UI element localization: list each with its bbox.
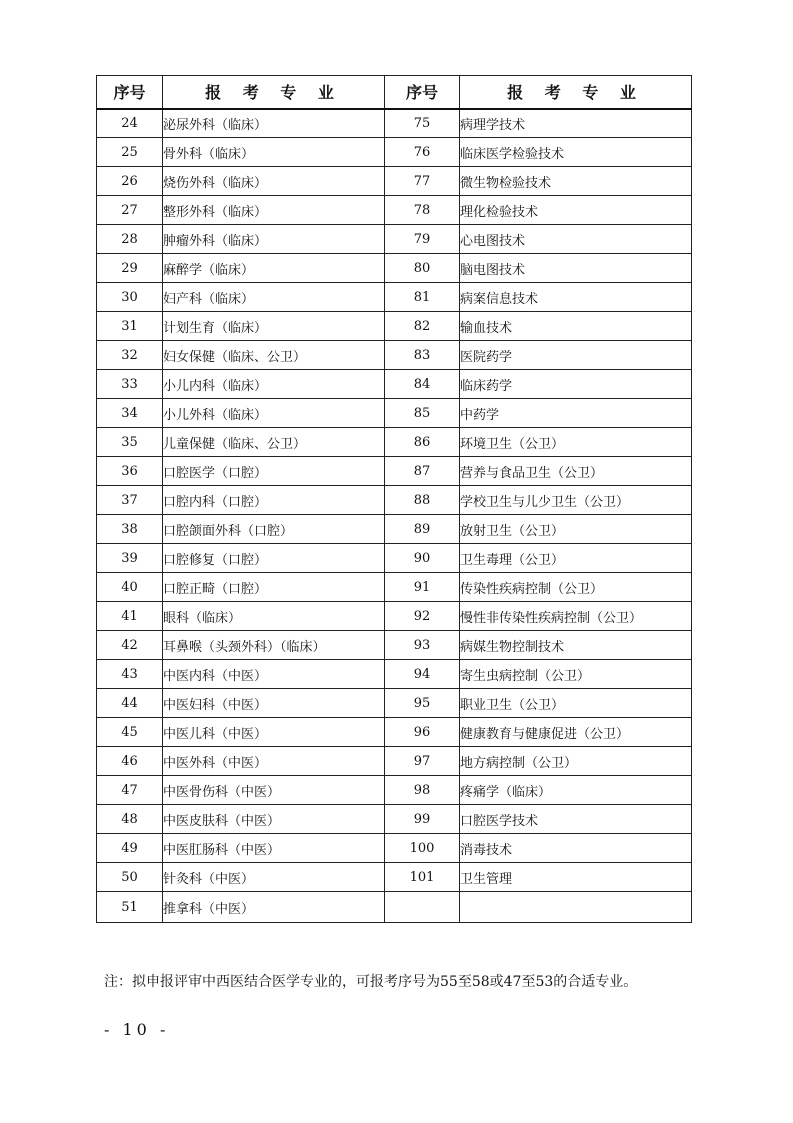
table-row: [97, 573, 692, 602]
major-name-cell: 中医外科（中医）: [163, 747, 385, 776]
major-name-cell: 地方病控制（公卫）: [460, 747, 692, 776]
serial-number-cell: 79: [385, 225, 460, 254]
table-row: [97, 718, 692, 747]
table-body: [97, 109, 692, 923]
serial-number-cell: 26: [97, 167, 163, 196]
major-name-cell: 脑电图技术: [460, 254, 692, 283]
serial-number-cell: 34: [97, 399, 163, 428]
major-name-cell: 麻醉学（临床）: [163, 254, 385, 283]
table-row: [97, 805, 692, 834]
serial-number-cell: 88: [385, 486, 460, 515]
major-name-cell: 计划生育（临床）: [163, 312, 385, 341]
major-name-cell: 中医皮肤科（中医）: [163, 805, 385, 834]
table-row: [97, 660, 692, 689]
table-row: [97, 863, 692, 892]
serial-number-cell: 90: [385, 544, 460, 573]
major-name-cell: 肿瘤外科（临床）: [163, 225, 385, 254]
table-row: [97, 428, 692, 457]
major-name-cell: 口腔颌面外科（口腔）: [163, 515, 385, 544]
serial-number-cell: 43: [97, 660, 163, 689]
major-name-cell: 临床药学: [460, 370, 692, 399]
serial-number-cell: 100: [385, 834, 460, 863]
serial-number-cell: 97: [385, 747, 460, 776]
major-name-cell: 中医妇科（中医）: [163, 689, 385, 718]
major-name-cell: [460, 892, 692, 923]
serial-number-cell: 35: [97, 428, 163, 457]
major-name-cell: 整形外科（临床）: [163, 196, 385, 225]
major-name-cell: 泌尿外科（临床）: [163, 109, 385, 138]
table-row: [97, 138, 692, 167]
serial-number-cell: 29: [97, 254, 163, 283]
serial-number-cell: 24: [97, 109, 163, 138]
serial-number-cell: 94: [385, 660, 460, 689]
major-name-cell: 口腔医学技术: [460, 805, 692, 834]
table-row: [97, 283, 692, 312]
table-row: [97, 689, 692, 718]
table-row: [97, 109, 692, 138]
major-name-cell: 卫生毒理（公卫）: [460, 544, 692, 573]
serial-number-cell: 48: [97, 805, 163, 834]
serial-number-cell: 45: [97, 718, 163, 747]
major-name-cell: 慢性非传染性疾病控制（公卫）: [460, 602, 692, 631]
table-row: [97, 225, 692, 254]
serial-number-cell: 96: [385, 718, 460, 747]
serial-number-cell: 77: [385, 167, 460, 196]
header-major-right: 报 考 专 业: [460, 76, 692, 109]
serial-number-cell: 47: [97, 776, 163, 805]
major-name-cell: 心电图技术: [460, 225, 692, 254]
table-row: [97, 834, 692, 863]
serial-number-cell: 86: [385, 428, 460, 457]
serial-number-cell: 44: [97, 689, 163, 718]
major-name-cell: 小儿外科（临床）: [163, 399, 385, 428]
serial-number-cell: 49: [97, 834, 163, 863]
major-name-cell: 中药学: [460, 399, 692, 428]
major-name-cell: 病案信息技术: [460, 283, 692, 312]
serial-number-cell: 92: [385, 602, 460, 631]
major-name-cell: 病媒生物控制技术: [460, 631, 692, 660]
header-major-left: 报 考 专 业: [163, 76, 385, 109]
major-name-cell: 中医骨伤科（中医）: [163, 776, 385, 805]
table-row: [97, 399, 692, 428]
serial-number-cell: 33: [97, 370, 163, 399]
major-name-cell: 中医儿科（中医）: [163, 718, 385, 747]
major-name-cell: 传染性疾病控制（公卫）: [460, 573, 692, 602]
footnote: 注：拟申报评审中西医结合医学专业的，可报考序号为55至58或47至53的合适专业。: [104, 974, 638, 990]
serial-number-cell: 82: [385, 312, 460, 341]
major-name-cell: 小儿内科（临床）: [163, 370, 385, 399]
table-row: [97, 254, 692, 283]
serial-number-cell: 85: [385, 399, 460, 428]
major-name-cell: 学校卫生与儿少卫生（公卫）: [460, 486, 692, 515]
table-row: [97, 515, 692, 544]
serial-number-cell: 89: [385, 515, 460, 544]
serial-number-cell: 50: [97, 863, 163, 892]
major-name-cell: 医院药学: [460, 341, 692, 370]
serial-number-cell: 80: [385, 254, 460, 283]
serial-number-cell: 75: [385, 109, 460, 138]
major-name-cell: 妇产科（临床）: [163, 283, 385, 312]
major-name-cell: 理化检验技术: [460, 196, 692, 225]
serial-number-cell: 95: [385, 689, 460, 718]
serial-number-cell: 31: [97, 312, 163, 341]
table-row: [97, 196, 692, 225]
table-row: [97, 486, 692, 515]
major-name-cell: 环境卫生（公卫）: [460, 428, 692, 457]
serial-number-cell: 32: [97, 341, 163, 370]
major-name-cell: 推拿科（中医）: [163, 892, 385, 923]
table-row: [97, 312, 692, 341]
serial-number-cell: 42: [97, 631, 163, 660]
major-name-cell: 烧伤外科（临床）: [163, 167, 385, 196]
serial-number-cell: 37: [97, 486, 163, 515]
major-name-cell: 耳鼻喉（头颈外科）（临床）: [163, 631, 385, 660]
major-name-cell: 职业卫生（公卫）: [460, 689, 692, 718]
serial-number-cell: 84: [385, 370, 460, 399]
serial-number-cell: 36: [97, 457, 163, 486]
major-name-cell: 放射卫生（公卫）: [460, 515, 692, 544]
table-row: [97, 544, 692, 573]
serial-number-cell: 38: [97, 515, 163, 544]
major-name-cell: 中医肛肠科（中医）: [163, 834, 385, 863]
serial-number-cell: 28: [97, 225, 163, 254]
table-row: [97, 747, 692, 776]
major-name-cell: 营养与食品卫生（公卫）: [460, 457, 692, 486]
table-row: [97, 370, 692, 399]
major-name-cell: 寄生虫病控制（公卫）: [460, 660, 692, 689]
serial-number-cell: 46: [97, 747, 163, 776]
serial-number-cell: 40: [97, 573, 163, 602]
header-number-right: 序号: [385, 76, 460, 109]
major-name-cell: 卫生管理: [460, 863, 692, 892]
serial-number-cell: 41: [97, 602, 163, 631]
major-name-cell: 眼科（临床）: [163, 602, 385, 631]
major-name-cell: 针灸科（中医）: [163, 863, 385, 892]
serial-number-cell: 98: [385, 776, 460, 805]
major-name-cell: 健康教育与健康促进（公卫）: [460, 718, 692, 747]
major-name-cell: 儿童保健（临床、公卫）: [163, 428, 385, 457]
major-name-cell: 病理学技术: [460, 109, 692, 138]
serial-number-cell: 99: [385, 805, 460, 834]
serial-number-cell: 39: [97, 544, 163, 573]
major-name-cell: 临床医学检验技术: [460, 138, 692, 167]
table-header-row: [97, 76, 692, 109]
major-name-cell: 口腔修复（口腔）: [163, 544, 385, 573]
serial-number-cell: 78: [385, 196, 460, 225]
serial-number-cell: 30: [97, 283, 163, 312]
major-name-cell: 口腔内科（口腔）: [163, 486, 385, 515]
serial-number-cell: 51: [97, 892, 163, 923]
major-name-cell: 骨外科（临床）: [163, 138, 385, 167]
table-row: [97, 631, 692, 660]
serial-number-cell: 81: [385, 283, 460, 312]
major-name-cell: 消毒技术: [460, 834, 692, 863]
serial-number-cell: 101: [385, 863, 460, 892]
table-row: [97, 457, 692, 486]
serial-number-cell: 25: [97, 138, 163, 167]
table-row: [97, 602, 692, 631]
major-name-cell: 妇女保健（临床、公卫）: [163, 341, 385, 370]
table-row: [97, 341, 692, 370]
serial-number-cell: [385, 892, 460, 923]
major-name-cell: 输血技术: [460, 312, 692, 341]
major-name-cell: 中医内科（中医）: [163, 660, 385, 689]
serial-number-cell: 27: [97, 196, 163, 225]
major-name-cell: 微生物检验技术: [460, 167, 692, 196]
serial-number-cell: 76: [385, 138, 460, 167]
table-row: [97, 776, 692, 805]
major-name-cell: 疼痛学（临床）: [460, 776, 692, 805]
serial-number-cell: 91: [385, 573, 460, 602]
table-row: [97, 167, 692, 196]
serial-number-cell: 83: [385, 341, 460, 370]
page-number: - 10 -: [104, 1020, 170, 1039]
major-name-cell: 口腔正畸（口腔）: [163, 573, 385, 602]
majors-table: [96, 75, 692, 923]
major-name-cell: 口腔医学（口腔）: [163, 457, 385, 486]
table-row: [97, 892, 692, 923]
header-number-left: 序号: [97, 76, 163, 109]
serial-number-cell: 87: [385, 457, 460, 486]
serial-number-cell: 93: [385, 631, 460, 660]
